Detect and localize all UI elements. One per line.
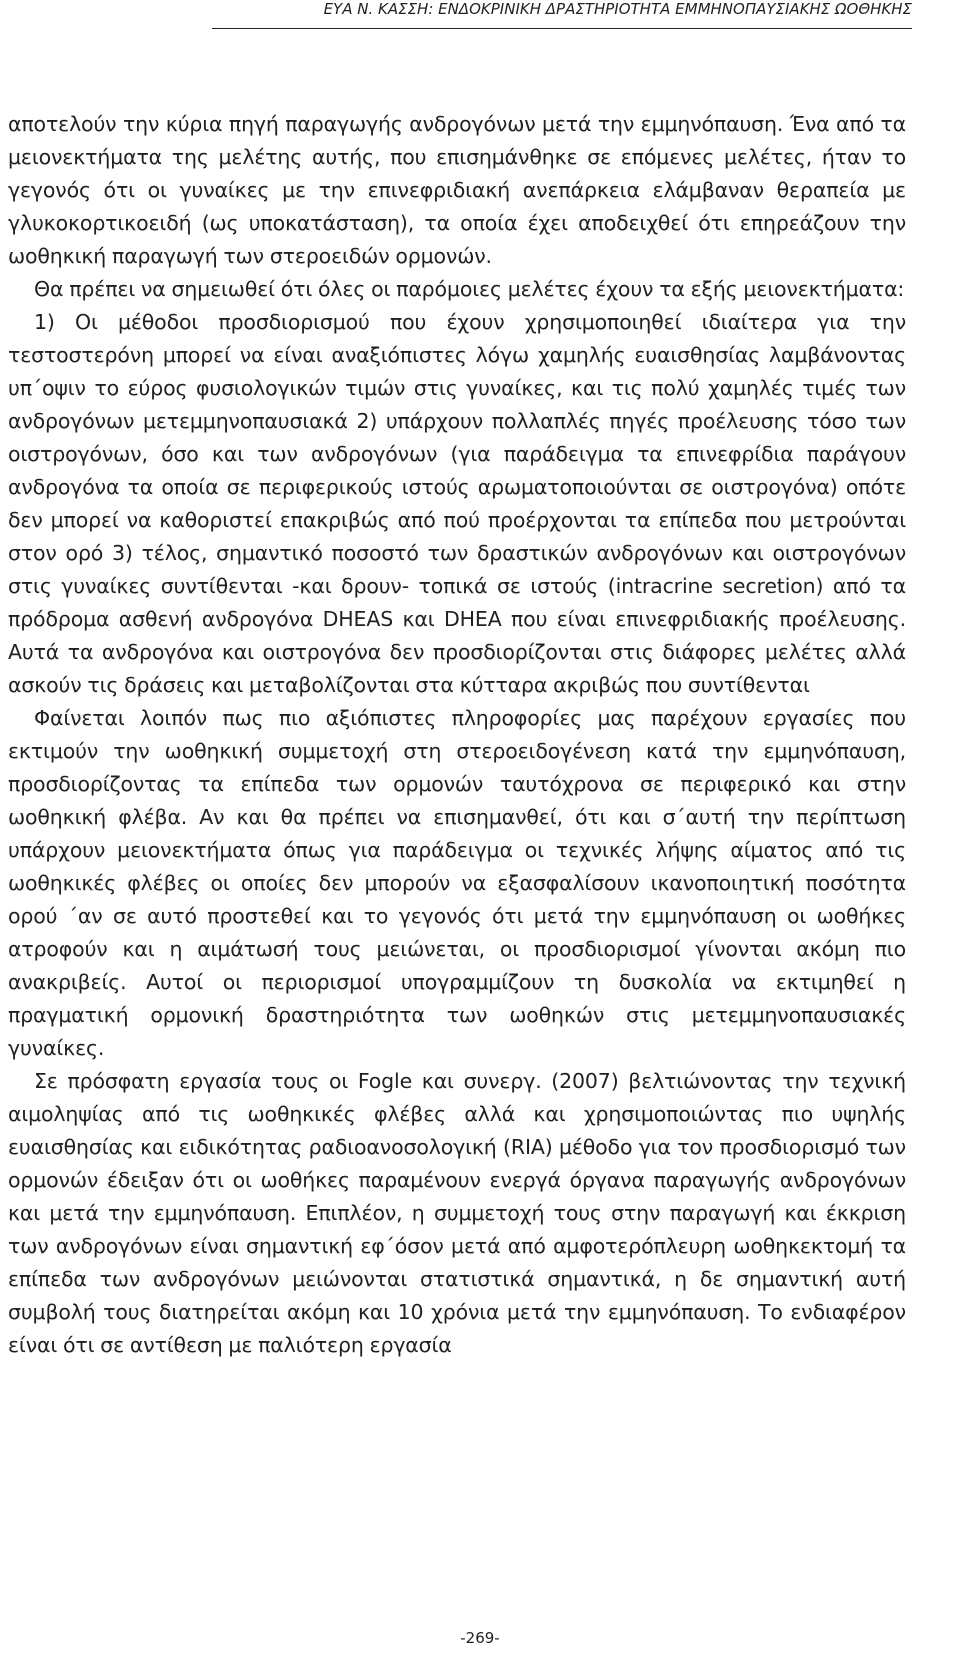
running-header bbox=[212, 0, 912, 29]
paragraph-continuation: αποτελούν την κύρια πηγή παραγωγής ανδρογόνων μετά την εμμηνόπαυση. Ένα από τα μειονεκτήματα της μελέτης αυτής, που επισημάνθηκε σε επόμενες μελέτες, ήταν το γεγονός ότι οι γυναίκες με την επινεφριδιακή ανεπάρκεια ελάμβαναν θεραπεία με γλυκοκορτικοειδή (ως υποκατάσταση), τα οποία έχει αποδειχθεί ότι επηρεάζουν την ωοθηκική παραγωγή των στεροειδών ορμονών. bbox=[8, 112, 906, 268]
running-header-title: ΕΥΑ Ν. ΚΑΣΣΗ: ΕΝΔΟΚΡΙΝΙΚΗ ΔΡΑΣΤΗΡΙΟΤΗΤΑ ΕΜΜΗΝΟΠΑΥΣΙΑΚΗΣ ΩΟΘΗΚΗΣ bbox=[323, 0, 912, 18]
paragraph-limitations-list: 1) Οι μέθοδοι προσδιορισμού που έχουν χρησιμοποιηθεί ιδιαίτερα για την τεστοστερόνη μπορεί να είναι αναξιόπιστες λόγω χαμηλής ευαισθησίας λαμβάνοντας υπ΄οψιν το εύρος φυσιολογικών τιμών στις γυναίκες, και τις πολύ χαμηλές τιμές των ανδρογόνων μετεμμηνοπαυσιακά 2) υπάρχουν πολλαπλές πηγές προέλευσης τόσο των οιστρογόνων, όσο και των ανδρογόνων (για παράδειγμα τα επινεφρίδια παράγουν ανδρογόνα τα οποία σε περιφερικούς ιστούς αρωματοποιούνται σε οιστρογόνα) οπότε δεν μπορεί να καθοριστεί επακριβώς από πού προέρχονται τα επίπεδα που μετρούνται στον ορό 3) τέλος, σημαντικό ποσοστό των δραστικών ανδρογόνων και οιστρογόνων στις γυναίκες συντίθενται -και δρουν- τοπικά σε ιστούς (intracrine secretion) από τα πρόδρομα ασθενή ανδρογόνα DHEAS και DHEA που είναι επινεφριδιακής προέλευσης. Αυτά τα ανδρογόνα και οιστρογόνα δεν προσδιορίζονται στις διάφορες μελέτες αλλά ασκούν τις δράσεις και μεταβολίζονται στα κύτταρα ακριβώς που συντίθενται bbox=[8, 310, 906, 697]
paragraph-fogle-study: Σε πρόσφατη εργασία τους οι Fogle και συνεργ. (2007) βελτιώνοντας την τεχνική αιμοληψίας από τις ωοθηκικές φλέβες αλλά και χρησιμοποιώντας πιο υψηλής ευαισθησίας και ειδικότητας ραδιοανοσολογική (RIA) μέθοδο για τον προσδιορισμό των ορμονών έδειξαν ότι οι ωοθήκες παραμένουν ενεργά όργανα παραγωγής ανδρογόνων και μετά την εμμηνόπαυση. Επιπλέον, η συμμετοχή τους στην παραγωγή και έκκριση των ανδρογόνων είναι σημαντική εφ΄όσον μετά από αμφοτερόπλευρη ωοθηκεκτομή τα επίπεδα των ανδρογόνων μειώνονται στατιστικά σημαντικά, η δε σημαντική αυτή συμβολή τους διατηρείται ακόμη και 10 χρόνια μετά την εμμηνόπαυση. Το ενδιαφέρον είναι ότι σε αντίθεση με παλιότερη εργασία bbox=[8, 1069, 906, 1357]
page-number: -269- bbox=[460, 1629, 500, 1647]
paragraph-limitations-intro: Θα πρέπει να σημειωθεί ότι όλες οι παρόμοιες μελέτες έχουν τα εξής μειονεκτήματα: bbox=[34, 277, 905, 301]
paragraph-ovarian-vein: Φαίνεται λοιπόν πως πιο αξιόπιστες πληροφορίες μας παρέχουν εργασίες που εκτιμούν την ωοθηκική συμμετοχή στη στεροειδογένεση κατά την εμμηνόπαυση, προσδιορίζοντας τα επίπεδα των ορμονών ταυτόχρονα σε περιφερικό και στην ωοθηκική φλέβα. Αν και θα πρέπει να επισημανθεί, ότι και σ΄αυτή την περίπτωση υπάρχουν μειονεκτήματα όπως για παράδειγμα οι τεχνικές λήψης αίματος από τις ωοθηκικές φλέβες οι οποίες δεν μπορούν να εξασφαλίσουν ικανοποιητική ποσότητα ορού ΄αν σε αυτό προστεθεί και το γεγονός ότι μετά την εμμηνόπαυση οι ωοθήκες ατροφούν και η αιμάτωσή τους μειώνεται, οι προσδιορισμοί γίνονται ακόμη πιο ανακριβείς. Αυτοί οι περιορισμοί υπογραμμίζουν τη δυσκολία να εκτιμηθεί η πραγματική ορμονική δραστηριότητα των ωοθηκών στις μετεμμηνοπαυσιακές γυναίκες. bbox=[8, 706, 906, 1060]
body-text bbox=[8, 108, 906, 1362]
